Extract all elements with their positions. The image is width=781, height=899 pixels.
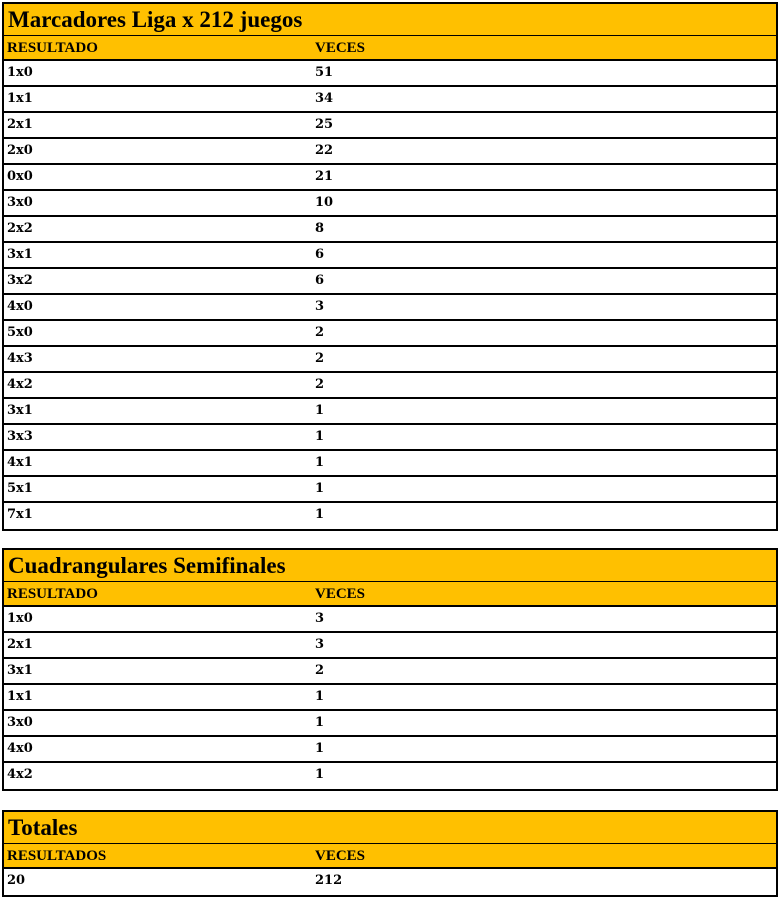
resultado-cell: 4x3 [7,351,33,366]
resultado-cell: 4x2 [7,767,33,782]
veces-cell: 10 [315,195,334,210]
totales-table [2,810,778,897]
table-row [4,399,776,425]
veces-cell: 1 [315,767,325,782]
veces-cell: 1 [315,455,325,470]
table-row [4,685,776,711]
resultado-cell: 1x0 [7,65,33,80]
veces-cell: 1 [315,689,325,704]
veces-cell: 1 [315,741,325,756]
resultado-cell: 0x0 [7,169,33,184]
veces-cell: 8 [315,221,325,236]
table-row [4,711,776,737]
resultado-cell: 3x0 [7,715,33,730]
resultado-cell: 2x1 [7,637,33,652]
veces-cell: 25 [315,117,334,132]
resultado-cell: 1x1 [7,689,33,704]
table-row [4,477,776,503]
resultado-cell: 3x2 [7,273,33,288]
table-row [4,659,776,685]
table-row [4,451,776,477]
veces-cell: 2 [315,377,325,392]
resultado-cell: 2x1 [7,117,33,132]
table-row [4,763,776,789]
veces-cell: 51 [315,65,334,80]
semifinales-header-resultado: RESULTADO [7,586,98,602]
table-row [4,373,776,399]
resultado-cell: 1x0 [7,611,33,626]
resultado-cell: 3x3 [7,429,33,444]
veces-cell: 22 [315,143,334,158]
liga-header-resultado: RESULTADO [7,40,98,56]
table-row [4,503,776,529]
semifinales-title: Cuadrangulares Semifinales [4,550,776,582]
table-row [4,61,776,87]
resultado-cell: 4x1 [7,455,33,470]
veces-cell: 1 [315,715,325,730]
table-row [4,295,776,321]
table-row [4,425,776,451]
resultado-cell: 2x2 [7,221,33,236]
table-row [4,607,776,633]
table-row [4,869,776,895]
semifinales-header-row [4,582,776,607]
veces-cell: 3 [315,611,325,626]
veces-cell: 3 [315,299,325,314]
table-row [4,165,776,191]
table-row [4,347,776,373]
totales-header-resultados: RESULTADOS [7,848,107,864]
veces-cell: 1 [315,429,325,444]
veces-cell: 1 [315,507,325,522]
resultado-cell: 3x1 [7,663,33,678]
resultado-cell: 4x0 [7,299,33,314]
semifinales-header-veces: VECES [315,586,366,602]
veces-cell: 2 [315,325,325,340]
table-row [4,269,776,295]
resultado-cell: 5x1 [7,481,33,496]
veces-cell: 212 [315,873,343,888]
table-row [4,87,776,113]
table-row [4,633,776,659]
table-row [4,217,776,243]
resultado-cell: 1x1 [7,91,33,106]
resultado-cell: 2x0 [7,143,33,158]
totales-body [4,869,776,895]
semifinales-body [4,607,776,789]
table-row [4,191,776,217]
table-row [4,321,776,347]
veces-cell: 1 [315,481,325,496]
veces-cell: 21 [315,169,334,184]
veces-cell: 34 [315,91,334,106]
table-row [4,139,776,165]
table-row [4,737,776,763]
resultado-cell: 3x1 [7,403,33,418]
semifinales-table [2,548,778,791]
resultado-cell: 4x0 [7,741,33,756]
table-row [4,113,776,139]
resultado-cell: 20 [7,873,26,888]
table-row [4,243,776,269]
liga-table [2,2,778,531]
liga-title: Marcadores Liga x 212 juegos [4,4,776,36]
liga-body [4,61,776,529]
totales-header-row [4,844,776,869]
veces-cell: 1 [315,403,325,418]
resultado-cell: 7x1 [7,507,33,522]
liga-header-veces: VECES [315,40,366,56]
resultado-cell: 4x2 [7,377,33,392]
veces-cell: 2 [315,663,325,678]
liga-header-row [4,36,776,61]
veces-cell: 3 [315,637,325,652]
veces-cell: 6 [315,247,325,262]
resultado-cell: 5x0 [7,325,33,340]
resultado-cell: 3x0 [7,195,33,210]
totales-header-veces: VECES [315,848,366,864]
totales-title: Totales [4,812,776,844]
veces-cell: 6 [315,273,325,288]
resultado-cell: 3x1 [7,247,33,262]
veces-cell: 2 [315,351,325,366]
